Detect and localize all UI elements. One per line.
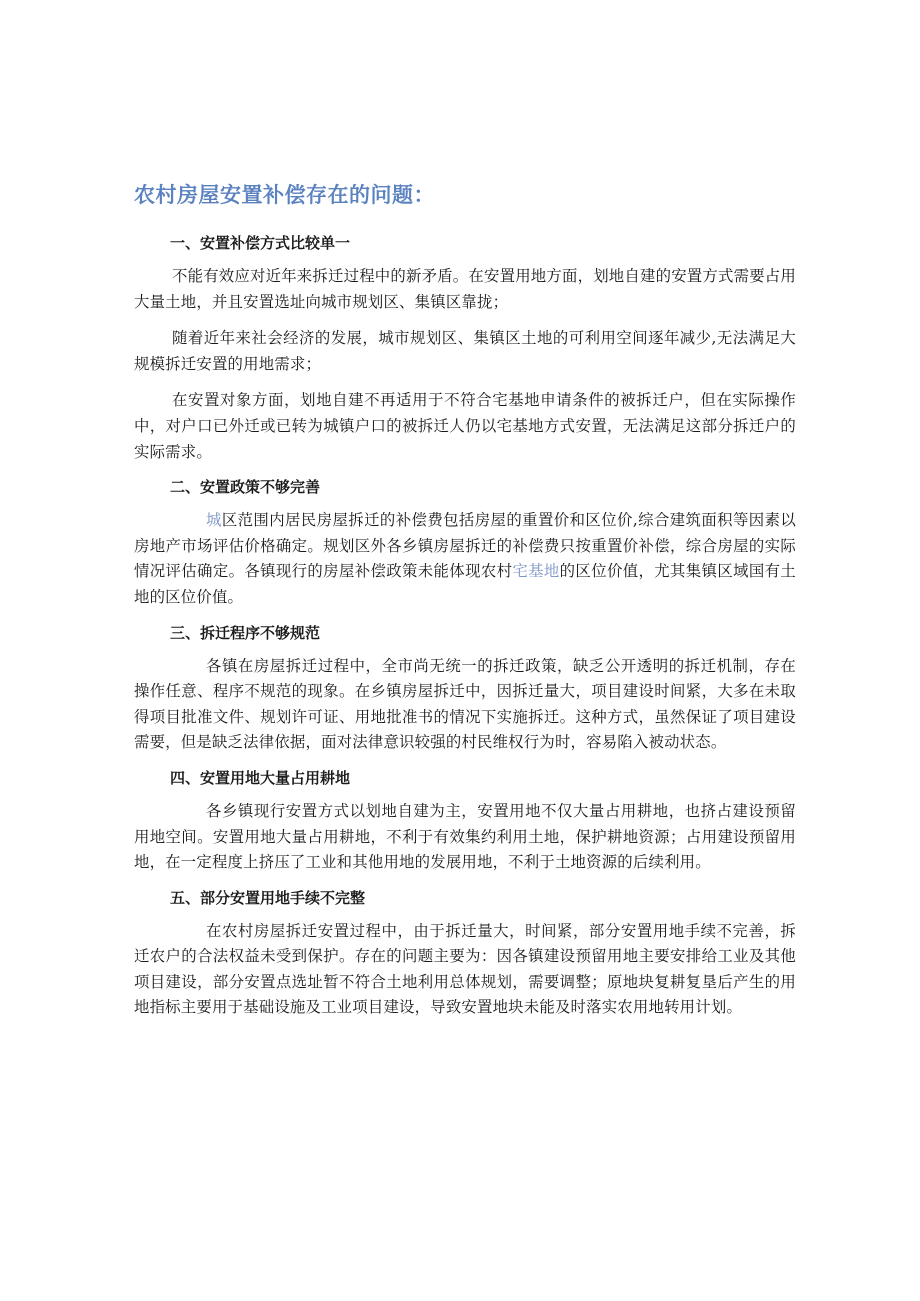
- section-heading-2: 二、安置政策不够完善: [170, 478, 321, 497]
- paragraph: 随着近年来社会经济的发展，城市规划区、集镇区土地的可利用空间逐年减少,无法满足大规模拆迁安置的用地需求；: [134, 329, 796, 373]
- city-link[interactable]: 城: [206, 511, 222, 530]
- paragraph-text: 的区位价值，尤其集镇区域国有土地的区位价值。: [134, 562, 796, 606]
- paragraph: 在安置对象方面，划地自建不再适用于不符合宅基地申请条件的被拆迁户，但在实际操作中，对户口已外迁或已转为城镇户口的被拆迁人仍以宅基地方式安置，无法满足这部分拆迁户的实际需求。: [134, 391, 796, 461]
- paragraph: 各乡镇现行安置方式以划地自建为主，安置用地不仅大量占用耕地，也挤占建设预留用地空间。安置用地大量占用耕地，不利于有效集约利用土地，保护耕地资源；占用建设预留用地，在一定程度上挤压了工业和其他用地的发展用地，不利于土地资源的后续利用。: [134, 801, 796, 872]
- section-heading-3: 三、拆迁程序不够规范: [170, 623, 321, 642]
- homestead-link[interactable]: 宅基地: [512, 562, 560, 581]
- section-heading-5: 五、部分安置用地手续不完整: [170, 888, 366, 907]
- document-title: 农村房屋安置补偿存在的问题：: [134, 183, 435, 207]
- document-page: [134, 180, 796, 1032]
- paragraph: 在农村房屋拆迁安置过程中，由于拆迁量大，时间紧，部分安置用地手续不完善，拆迁农户的合法权益未受到保护。存在的问题主要为：因各镇建设预留用地主要安排给工业及其他项目建设，部分安置点选址暂不符合土地利用总体规划，需要调整；原地块复耕复垦后产生的用地指标主要用于基础设施及工业项目建设，导致安置地块未能及时落实农用地转用计划。: [134, 921, 796, 1017]
- paragraph-text: 区范围内居民房屋拆迁的补偿费包括房屋的重置价和区位价,综合建筑面积等因素以房地产市场评估价格确定。规划区外各乡镇房屋拆迁的补偿费只按重置价补偿，综合房屋的实际情况评估确定。各镇现行的房屋补偿政策未能体现农村: [134, 511, 796, 581]
- section-heading-1: 一、安置补偿方式比较单一: [170, 234, 351, 252]
- paragraph: [134, 508, 796, 610]
- section-heading-4: 四、安置用地大量占用耕地: [170, 768, 351, 787]
- paragraph: 各镇在房屋拆迁过程中，全市尚无统一的拆迁政策，缺乏公开透明的拆迁机制，存在操作任意、程序不规范的现象。在乡镇房屋拆迁中，因拆迁量大，项目建设时间紧，大多在未取得项目批准文件、规划许可证、用地批准书的情况下实施拆迁。这种方式，虽然保证了项目建设需要，但是缺乏法律依据，面对法律意识较强的村民维权行为时，容易陷入被动状态。: [134, 656, 796, 752]
- paragraph: 不能有效应对近年来拆迁过程中的新矛盾。在安置用地方面，划地自建的安置方式需要占用大量土地，并且安置选址向城市规划区、集镇区靠拢；: [134, 267, 796, 311]
